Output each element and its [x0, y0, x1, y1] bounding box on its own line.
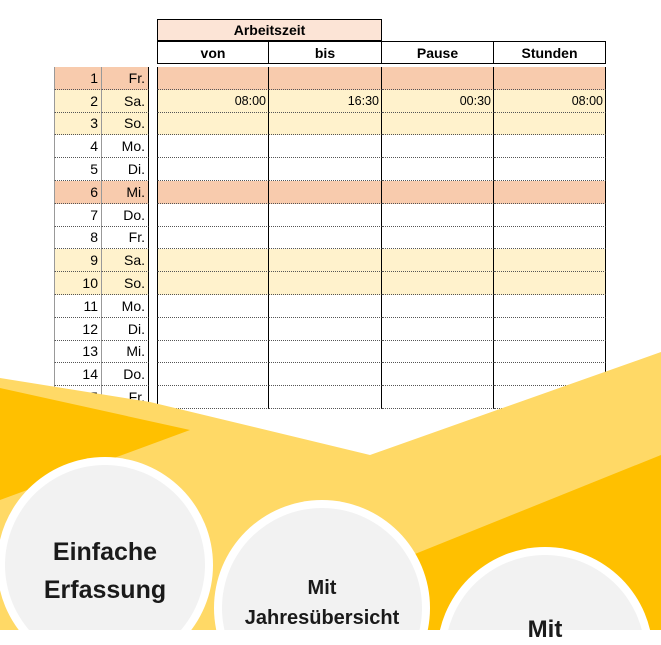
row-day-number: 10	[54, 272, 102, 295]
column-header-pause: Pause	[382, 41, 494, 64]
row-weekday: Mo.	[102, 295, 149, 318]
time-cell-stunden[interactable]: 08:00	[494, 90, 606, 113]
row-day-number: 4	[54, 135, 102, 158]
column-header-bis: bis	[269, 41, 382, 64]
row-weekday: Di.	[102, 158, 149, 181]
row-day-number: 14	[54, 363, 102, 386]
row-weekday: Fr.	[102, 227, 149, 250]
row-day-number: 2	[54, 90, 102, 113]
row-day-number: 6	[54, 181, 102, 204]
row-weekday: Fr.	[102, 386, 149, 409]
row-weekday: Mo.	[102, 135, 149, 158]
row-weekday: Do.	[102, 363, 149, 386]
row-day-number: 8	[54, 227, 102, 250]
row-weekday: So.	[102, 113, 149, 136]
column-header-stunden: Stunden	[494, 41, 606, 64]
row-weekday: Di.	[102, 318, 149, 341]
row-weekday: Mi.	[102, 341, 149, 364]
column-header-von: von	[157, 41, 269, 64]
row-day-number: 13	[54, 341, 102, 364]
row-weekday: Mi.	[102, 181, 149, 204]
time-cell-bis[interactable]: 16:30	[269, 90, 382, 113]
feature-label-1: Einfache Erfassung	[43, 538, 167, 604]
feature-label-2: Mit Jahresübersicht	[244, 577, 400, 629]
row-day-number: 12	[54, 318, 102, 341]
row-day-number: 11	[54, 295, 102, 318]
feature-label-3: Mit	[527, 616, 563, 643]
row-day-number: 9	[54, 249, 102, 272]
row-day-number: 3	[54, 113, 102, 136]
time-cell-von[interactable]: 08:00	[157, 90, 269, 113]
row-weekday: Sa.	[102, 90, 149, 113]
row-weekday: Do.	[102, 204, 149, 227]
row-day-number: 1	[54, 67, 102, 90]
row-weekday: Fr.	[102, 67, 149, 90]
row-day-number: 5	[54, 158, 102, 181]
group-header: Arbeitszeit	[157, 19, 382, 41]
time-cell-pause[interactable]: 00:30	[382, 90, 494, 113]
row-day-number: 7	[54, 204, 102, 227]
row-weekday: Sa.	[102, 249, 149, 272]
row-weekday: So.	[102, 272, 149, 295]
